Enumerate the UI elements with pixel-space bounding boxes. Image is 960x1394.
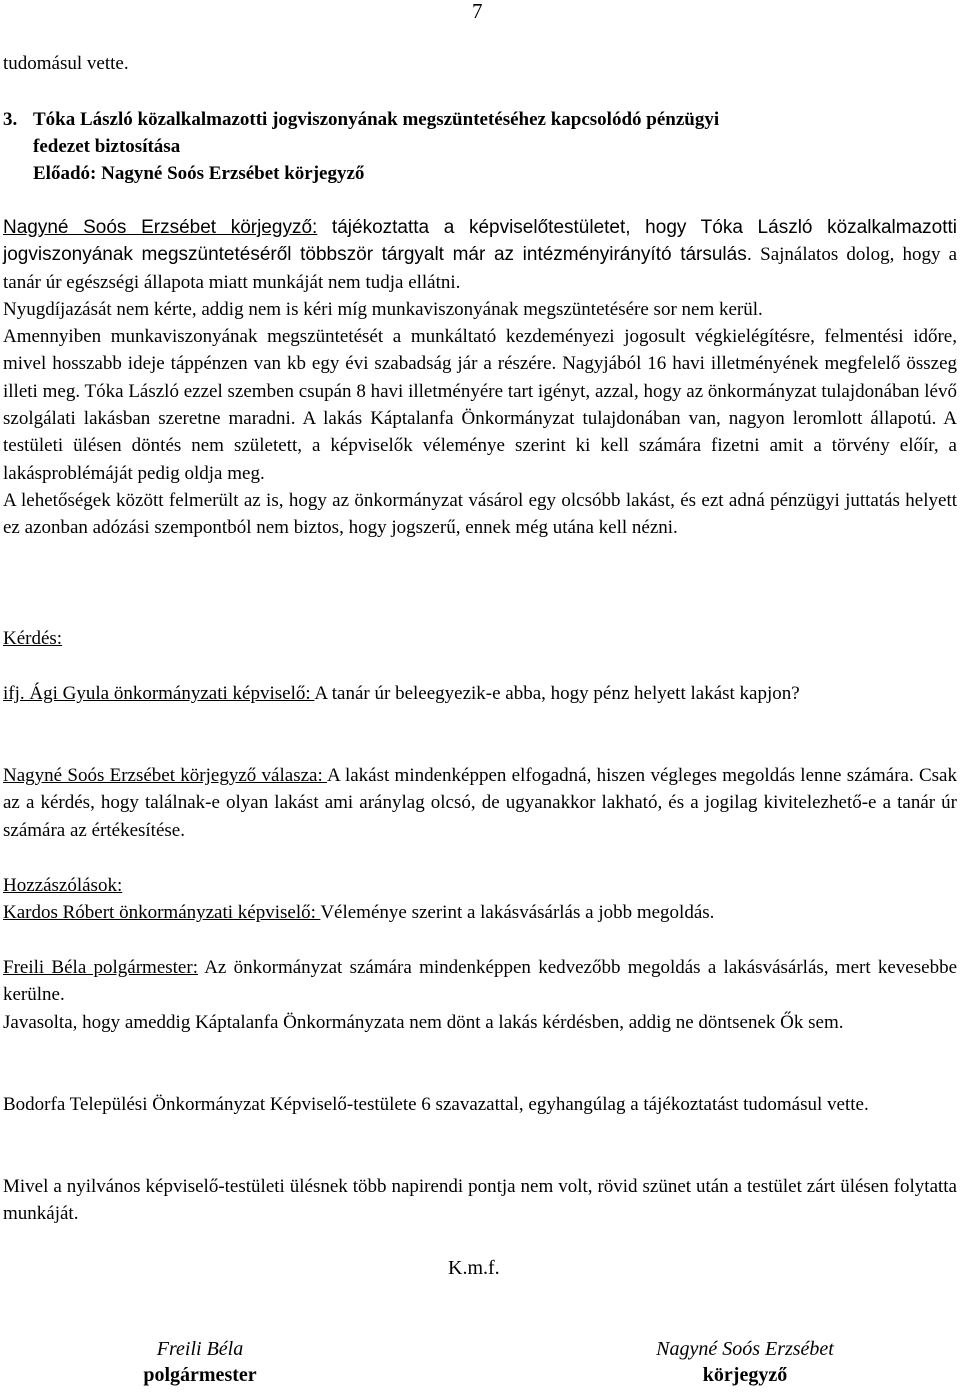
report-para3: Amennyiben munkaviszonyának megszüntetését a munkáltató kezdeményezi jogosult végkielégítésre, felmentési időre, mivel hosszabb ideje táppénzen van kb egy évi szabadság jár a részére. Nagyjából 16 havi illetményének megfelelő összeg illeti meg. Tóka László ezzel szemben csupán 8 havi illetményére tart igényt, azzal, hogy az önkormányzat tulajdonában lévő szolgálati lakásban szeretne maradni. A lakás Káptalanfa Önkormányzat tulajdonában van, nagyon leromlott állapotú. A testületi ülésen döntés nem született, a képviselők véleménye szerint ki kell számára fizetni amit a törvény előír, a lakásproblémáját pedig oldja meg. <box>3 326 957 484</box>
signature-right-role: körjegyző <box>702 1364 788 1386</box>
intro-line: tudomásul vette. <box>3 53 129 74</box>
signature-right-name: Nagyné Soós Erzsébet <box>656 1338 834 1360</box>
page-number: 7 <box>472 0 483 23</box>
report-sans-text: tájékoztatta a képviselőtestületet, hogy Tóka László közalkalmazotti jogviszonyának megszüntetéséről többször tárgyalt már az intézményirányító társulás. <box>3 217 957 266</box>
item-title-line1: Tóka László közalkalmazotti jogviszonyának megszüntetéséhez kapcsolódó pénzügyi <box>33 109 720 130</box>
signature-left-name: Freili Béla <box>156 1338 244 1360</box>
freili-comment <box>3 954 957 1036</box>
item-number: 3. <box>3 109 18 130</box>
question-speaker: ifj. Ági Gyula önkormányzati képviselő: <box>3 683 315 704</box>
answer-block <box>3 762 957 844</box>
freili-text: Az önkormányzat számára mindenképpen kedvezőbb megoldás a lakásvásárlás, mert kevesebbe kerülne. <box>3 957 957 1006</box>
signature-right <box>610 1336 880 1388</box>
report-block <box>3 214 957 542</box>
report-para4: A lehetőségek között felmerült az is, hogy az önkormányzat vásárol egy olcsóbb lakást, és ezt adná pénzügyi juttatás helyett ez azonban adózási szempontból nem biztos, hogy jogszerű, ennek még utána kell nézni. <box>3 489 957 539</box>
signature-left <box>110 1336 290 1388</box>
kardos-comment <box>3 899 714 926</box>
question-block <box>3 680 957 707</box>
answer-text: A lakást mindenképpen elfogadná, hiszen végleges megoldás lenne számára. Csak az a kérdés, hogy találnak-e olyan lakást ami aránylag olcsó, de ugyanakkor lakható, és a jogilag kivitelezhető-e a tanár úr számára az értékesítése. <box>3 765 957 841</box>
closing-text: Mivel a nyilvános képviselő-testületi ülésnek több napirendi pontja nem volt, rövid szünet után a testület zárt ülésen folytatta munkáját. <box>3 1176 957 1225</box>
kardos-text: Véleménye szerint a lakásvásárlás a jobb megoldás. <box>320 902 715 923</box>
item-heading <box>3 106 719 187</box>
decision-text: Bodorfa Települési Önkormányzat Képviselő-testülete 6 szavazattal, egyhangúlag a tájékoztatást tudomásul vette. <box>3 1094 869 1115</box>
signature-left-role: polgármester <box>143 1364 257 1386</box>
comments-heading: Hozzászólások: <box>3 875 123 896</box>
closing <box>3 1173 957 1228</box>
question-text: A tanár úr beleegyezik-e abba, hogy pénz helyett lakást kapjon? <box>314 683 800 704</box>
freili-speaker: Freili Béla polgármester: <box>3 957 198 978</box>
answer-speaker: Nagyné Soós Erzsébet körjegyző válasza: <box>3 765 327 786</box>
item-presenter: Előadó: Nagyné Soós Erzsébet körjegyző <box>33 163 365 184</box>
kmf-label: K.m.f. <box>448 1257 500 1279</box>
decision <box>3 1091 957 1118</box>
question-heading: Kérdés: <box>3 628 63 649</box>
freili-text2: Javasolta, hogy ameddig Káptalanfa Önkormányzata nem dönt a lakás kérdésben, addig ne döntsenek Ők sem. <box>3 1011 844 1033</box>
report-serif-text: Sajnálatos dolog, hogy a tanár úr egészségi állapota miatt munkáját nem tudja ellátni. <box>3 244 958 293</box>
report-speaker: Nagyné Soós Erzsébet körjegyző: <box>3 217 318 238</box>
kardos-speaker: Kardos Róbert önkormányzati képviselő: <box>3 902 321 923</box>
item-title-line2: fedezet biztosítása <box>33 136 181 157</box>
report-para2: Nyugdíjazását nem kérte, addig nem is kéri míg munkaviszonyának megszüntetésére sor nem kerül. <box>3 298 763 320</box>
